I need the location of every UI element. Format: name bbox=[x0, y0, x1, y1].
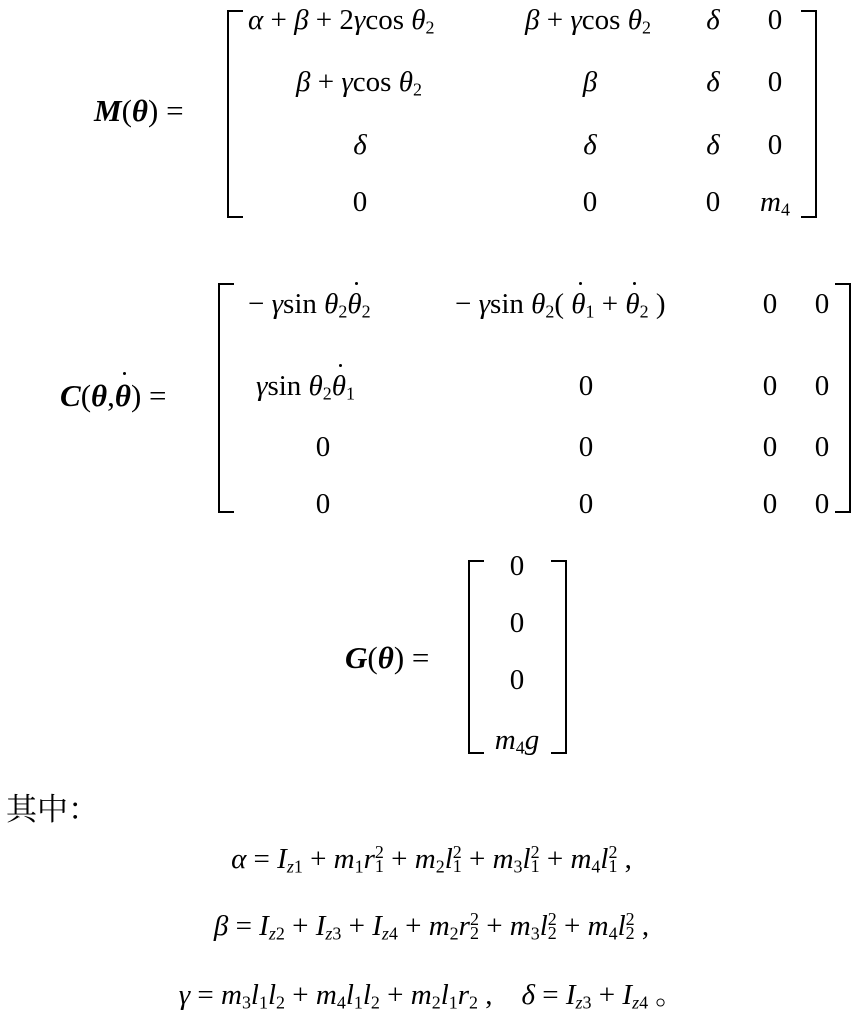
matrix-cell: β + γcos $\theta_2$ bbox=[296, 66, 422, 100]
mass-matrix-right-bracket bbox=[801, 10, 817, 218]
vector-cell: $m_4g$ bbox=[494, 724, 540, 758]
beta-definition: $\beta = I_{z2} + I_{z3} + I_{z4} + m_2r^2_2 + m_3l^2_2 + m_4l^2_2$ , bbox=[213, 909, 650, 944]
matrix-cell: β + γcos $\theta_2$ bbox=[525, 4, 651, 38]
matrix-cell: 0 bbox=[762, 288, 778, 320]
matrix-cell: 0 bbox=[315, 431, 331, 463]
coriolis-matrix-lhs: C(θ,θ) = bbox=[60, 378, 167, 413]
matrix-cell: − γsin $\theta_2$( $\theta_1 + \theta_2$ ) bbox=[455, 288, 666, 322]
matrix-cell: 0 bbox=[814, 431, 830, 463]
matrix-cell: 0 bbox=[814, 288, 830, 320]
matrix-cell: 0 bbox=[315, 488, 331, 520]
matrix-cell: 0 bbox=[814, 488, 830, 520]
matrix-cell: δ bbox=[706, 4, 720, 36]
matrix-cell: 0 bbox=[767, 129, 783, 161]
matrix-cell: $m_4$ bbox=[760, 186, 790, 220]
matrix-cell: 0 bbox=[578, 488, 594, 520]
matrix-cell: 0 bbox=[762, 370, 778, 402]
gravity-vector-right-bracket bbox=[551, 560, 567, 754]
alpha-definition: $\alpha = I_{z1} + m_1r^2_1 + m_2l^2_1 + m_3l^2_1 + m_4l^2_1$ , bbox=[231, 842, 632, 877]
coriolis-matrix-right-bracket bbox=[835, 283, 851, 513]
gravity-vector-left-bracket bbox=[468, 560, 484, 754]
matrix-cell: δ bbox=[583, 129, 597, 161]
mass-matrix-left-bracket bbox=[227, 10, 243, 218]
matrix-cell: δ bbox=[706, 66, 720, 98]
matrix-cell: 0 bbox=[767, 66, 783, 98]
matrix-cell: β bbox=[582, 66, 598, 98]
matrix-cell: 0 bbox=[582, 186, 598, 218]
vector-cell: 0 bbox=[509, 607, 525, 639]
vector-cell: 0 bbox=[509, 550, 525, 582]
where-label: 其中： bbox=[6, 792, 99, 827]
vector-cell: 0 bbox=[509, 664, 525, 696]
matrix-cell: δ bbox=[706, 129, 720, 161]
matrix-cell: α + β + 2γcos $\theta_2$ bbox=[248, 4, 435, 38]
matrix-cell: − γsin $\theta_2\theta_2$ bbox=[248, 288, 371, 322]
mass-matrix-lhs: M(θ) = bbox=[94, 93, 184, 128]
matrix-cell: 0 bbox=[767, 4, 783, 36]
matrix-cell: 0 bbox=[578, 370, 594, 402]
matrix-cell: 0 bbox=[762, 488, 778, 520]
matrix-cell: γsin $\theta_2\theta_1$ bbox=[256, 370, 355, 404]
matrix-cell: 0 bbox=[705, 186, 721, 218]
gravity-vector-lhs: G(θ) = bbox=[345, 640, 430, 675]
matrix-cell: δ bbox=[353, 129, 367, 161]
coriolis-matrix-left-bracket bbox=[218, 283, 234, 513]
matrix-cell: 0 bbox=[578, 431, 594, 463]
gamma-delta-definition: $\gamma = m_3l_1l_2 + m_4l_1l_2 + m_2l_1r_2$ , $\delta = I_{z3} + I_{z4}$ 。 bbox=[178, 979, 685, 1013]
matrix-cell: 0 bbox=[762, 431, 778, 463]
matrix-cell: 0 bbox=[814, 370, 830, 402]
matrix-cell: 0 bbox=[352, 186, 368, 218]
